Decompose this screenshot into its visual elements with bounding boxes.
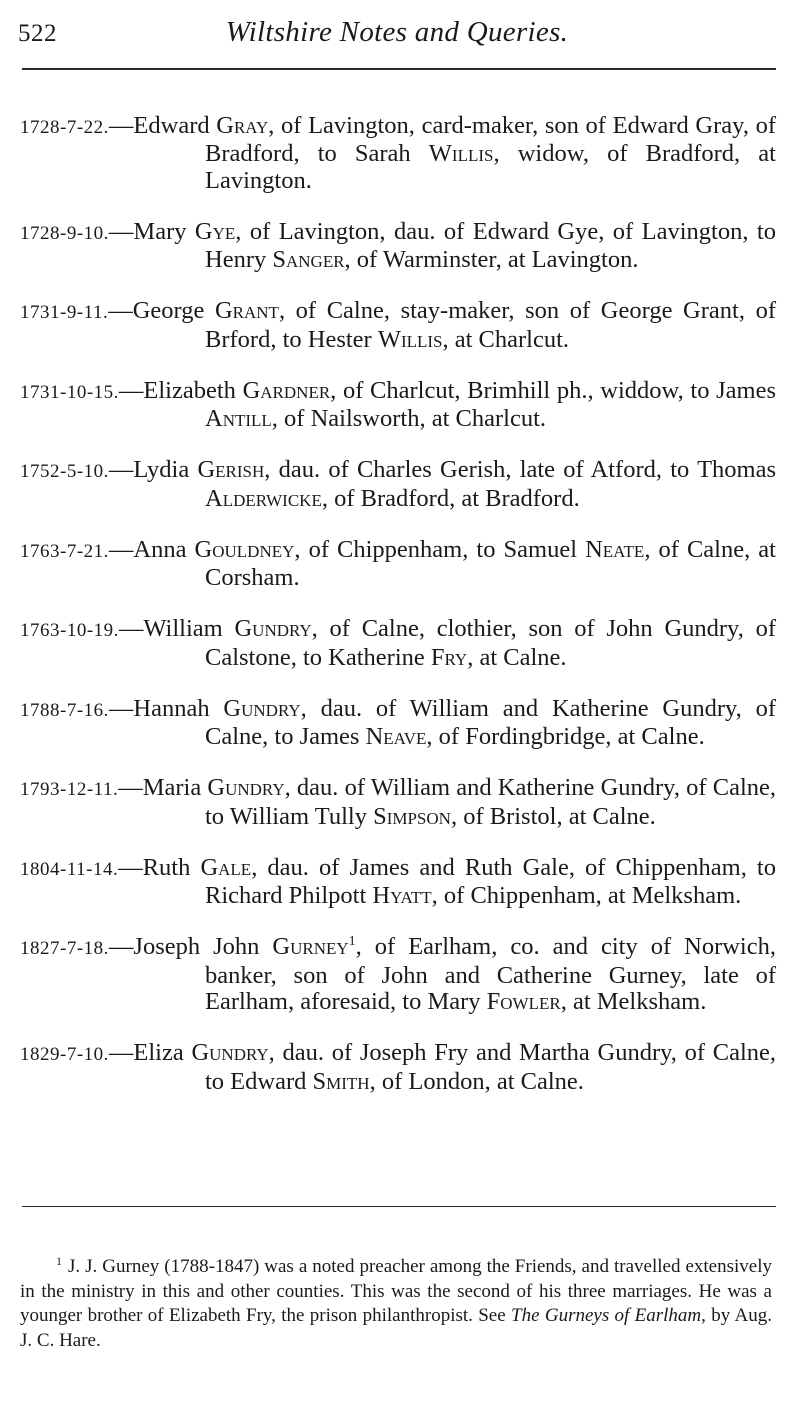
footnote-book-title: The Gurneys of Earlham <box>511 1305 702 1326</box>
entry-text: , dau. of William and Katherine Gundry, of Calne, to William Tully <box>205 774 777 830</box>
surname: Smith <box>312 1067 370 1095</box>
surname: Neave <box>365 723 427 750</box>
running-title: Wiltshire Notes and Queries. <box>225 16 569 48</box>
surname: Gundry <box>207 774 285 801</box>
surname: Sanger <box>272 246 345 273</box>
surname: Fry <box>430 643 468 671</box>
entry-text: , of Calne, clothier, son of John Gundry, of Calstone, to Katherine <box>205 615 776 671</box>
entry-text: , dau. of William and Katherine Gundry, of Calne, to James <box>205 694 776 750</box>
entry-1829-7-10 <box>20 1040 776 1095</box>
entry-date: 1804-11-14. <box>20 858 119 880</box>
surname: Gale <box>200 853 252 881</box>
surname: Neate <box>585 535 645 563</box>
entry-text: , at Calne. <box>467 643 567 671</box>
entry-text: —Ruth <box>118 853 201 881</box>
entry-date: 1829-7-10. <box>20 1044 109 1065</box>
entry-date: 1763-10-19. <box>20 620 119 641</box>
entry-text: —William <box>118 615 235 642</box>
entry-text: , dau. of Joseph Fry and Martha Gundry, of Calne, to Edward <box>205 1039 777 1095</box>
entry-1763-10-19 <box>20 616 776 671</box>
surname: Alderwicke <box>205 484 322 512</box>
entry-text: , dau. of James and Ruth Gale, of Chippenham, to Richard Philpott <box>205 853 776 909</box>
entry-date: 1731-10-15. <box>20 381 119 403</box>
footnote-rule <box>22 1206 776 1207</box>
entry-text: , of Bradford, at Bradford. <box>321 484 580 512</box>
entry-1827-7-18 <box>20 934 776 1016</box>
entry-text: , at Charlcut. <box>442 325 570 353</box>
entry-text: , of Warminster, at Lavington. <box>344 246 639 273</box>
entry-date: 1731-9-11. <box>20 302 109 323</box>
surname: Gundry <box>234 615 312 642</box>
surname: Gye <box>194 217 236 245</box>
entry-text: , at Melksham. <box>560 988 707 1015</box>
entry-date: 1827-7-18. <box>20 938 109 959</box>
surname: Gurney <box>272 933 349 960</box>
entry-text: —Lydia <box>108 456 198 483</box>
entry-1752-5-10 <box>20 457 776 512</box>
entry-text: , of Chippenham, to Samuel <box>294 535 586 563</box>
entry-text: , widow, of Bradford, at Lavington. <box>205 140 776 194</box>
footnote <box>20 1255 772 1353</box>
footnote-text: J. J. Gurney (1788-1847) was a noted preacher among the Friends, and travelled extensively in the ministry in this and other counties. This was the second of his three marriages. He was a younger brother of Elizabeth Fry, the prison philanthropist. See <box>20 1256 772 1326</box>
entry-text: , of Chippenham, at Melksham. <box>431 882 742 909</box>
entry-date: 1752-5-10. <box>20 461 109 482</box>
entry-text: —Edward <box>108 111 217 139</box>
entry-1788-7-16 <box>20 696 776 751</box>
entry-1793-12-11 <box>20 775 776 830</box>
entry-text: , of Calne, stay-maker, son of George Grant, of Brford, to Hester <box>205 297 776 353</box>
entry-date: 1763-7-21. <box>20 540 109 562</box>
header-rule <box>22 68 776 70</box>
entry-text: —Anna <box>108 535 195 563</box>
footnote-mark: 1 <box>56 1253 62 1268</box>
footnote-reference[interactable]: 1 <box>348 933 356 949</box>
entry-text: , of Charlcut, Brimhill ph., widdow, to James <box>330 376 776 404</box>
entry-date: 1728-9-10. <box>20 222 109 244</box>
marriage-entries <box>20 88 776 1104</box>
entry-text: , of Lavington, dau. of Edward Gye, of Lavington, to Henry <box>205 217 776 273</box>
surname: Willis <box>377 325 443 353</box>
entry-text: —Maria <box>118 774 208 801</box>
entry-text: —George <box>108 297 215 324</box>
entry-text: , of London, at Calne. <box>369 1067 584 1095</box>
entry-text: —Joseph John <box>108 933 273 960</box>
entry-date: 1728-7-22. <box>20 116 109 138</box>
entry-text: —Mary <box>108 217 195 245</box>
surname: Gardner <box>242 376 331 404</box>
entry-1731-10-15 <box>20 378 776 433</box>
surname: Willis <box>428 140 494 167</box>
surname: Gundry <box>223 694 301 722</box>
surname: Hyatt <box>372 882 432 909</box>
entry-text: , of Calne, at Corsham. <box>205 535 776 591</box>
surname: Simpson <box>373 802 451 830</box>
entry-text: , of Lavington, card-maker, son of Edward Gray, of Bradford, to Sarah <box>205 111 776 167</box>
entry-1731-9-11 <box>20 298 776 353</box>
running-header <box>18 14 776 58</box>
entry-text: —Elizabeth <box>118 376 243 404</box>
entry-1763-7-21 <box>20 537 776 592</box>
surname: Gouldney <box>194 535 295 563</box>
surname: Gray <box>216 111 269 139</box>
entry-text: , dau. of Charles Gerish, late of Atford, to Thomas <box>264 456 776 483</box>
entry-text: , of Earlham, co. and city of Norwich, banker, son of John and Catherine Gurney, late of Earlham, aforesaid, to Mary <box>205 933 776 1015</box>
entry-1728-9-10 <box>20 219 776 274</box>
entry-text: —Eliza <box>108 1039 192 1066</box>
entry-text: , of Fordingbridge, at Calne. <box>426 723 705 750</box>
entry-text: , of Nailsworth, at Charlcut. <box>271 405 546 432</box>
entry-1804-11-14 <box>20 855 776 910</box>
surname: Antill <box>205 405 272 432</box>
entry-date: 1793-12-11. <box>20 779 119 800</box>
surname: Gundry <box>191 1039 269 1066</box>
surname: Fowler <box>486 988 561 1015</box>
page-number: 522 <box>18 20 57 47</box>
entry-date: 1788-7-16. <box>20 699 109 721</box>
surname: Gerish <box>197 456 265 483</box>
entry-text: —Hannah <box>108 694 224 722</box>
entry-text: , of Bristol, at Calne. <box>450 802 656 830</box>
surname: Grant <box>214 297 279 324</box>
footnote-text-end: , by Aug. J. C. Hare. <box>20 1305 772 1351</box>
entry-1728-7-22 <box>20 113 776 195</box>
